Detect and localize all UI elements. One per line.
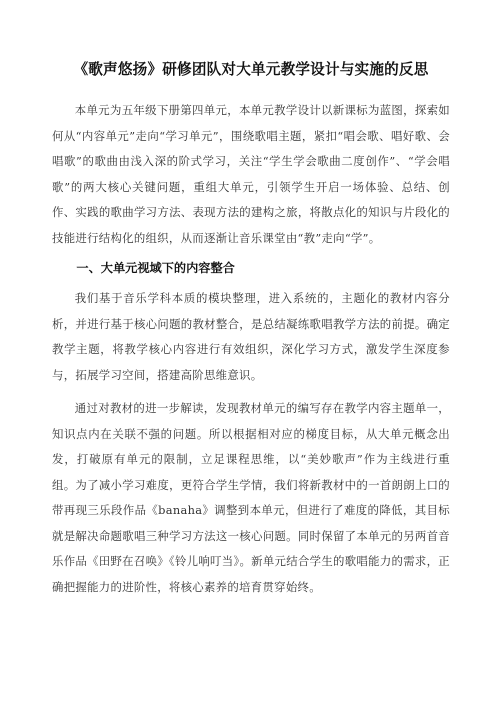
section-heading: 一、大单元视域下的内容整合 — [76, 261, 235, 276]
document-title: 《歌声悠扬》研修团队对大单元教学设计与实施的反思 — [73, 61, 429, 78]
body-paragraph-2: 通过对教材的进一步解读，发现教材单元的编写存在教学内容主题单一，知识点内在关联不强的问题。所以根据相对应的梯度目标，从大单元概念出发，打破原有单元的限制，立足课程思维，以“美妙歌声”作为主线进行重组。为了减小学习难度，更符合学生学情，我们将新教材中的一首朗朗上口的带再现三乐段作品《banaha》调整到本单元，但进行了难度的降低，其目标就是解决命题歌唱三种学习方法这一核心问题。同时保留了本单元的另两首音乐作品《田野在召唤》《铃儿响叮当》。新单元结合学生的歌唱能力的需求，正确把握能力的进阶性，将核心素养的培育贯穿始终。 — [52, 401, 450, 594]
body-paragraph-1: 我们基于音乐学科本质的模块整理，进入系统的，主题化的教材内容分析，并进行基于核心问题的教材整合，是总结凝练歌唱教学方法的前提。确定教学主题，将教学核心内容进行有效组织，深化学习方式，激发学生深度参与，拓展学习空间，搭建高阶思维意识。 — [52, 291, 450, 382]
intro-paragraph: 本单元为五年级下册第四单元，本单元教学设计以新课标为蓝图，探索如何从“内容单元”走向“学习单元”，围绕歌唱主题，紧扣“唱会歌、唱好歌、会唱歌”的歌曲由浅入深的阶式学习，关注“学生学会歌曲二度创作”、“学会唱歌”的两大核心关键问题，重组大单元，引领学生开启一场体验、总结、创作、实践的歌曲学习方法、表现方法的建构之旅，将散点化的知识与片段化的技能进行结构化的组织，从而逐渐让音乐课堂由“教”走向“学”。 — [52, 103, 450, 245]
